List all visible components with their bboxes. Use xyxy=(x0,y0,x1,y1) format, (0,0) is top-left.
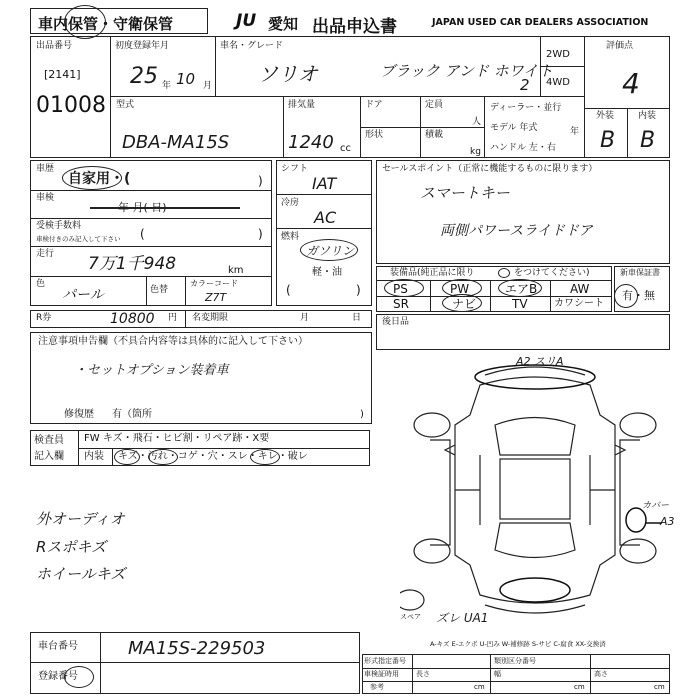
spare-wheel xyxy=(400,590,424,610)
equip-ps: PS xyxy=(393,282,408,296)
diagram-legend: A-キズ E-エクボ U-凹み W-補修跡 S-サビ C-腐食 XX-交換済 xyxy=(430,640,606,648)
cert-registration-label: 車検証時用 xyxy=(364,670,399,678)
ac-label: 冷房 xyxy=(281,198,300,208)
warranty-label: 新車保証書 xyxy=(620,268,660,277)
car-damage-diagram xyxy=(400,355,670,625)
equipment-label: 装備品(純正品に限り xyxy=(390,268,475,278)
interior-grade: B xyxy=(640,128,656,153)
registration-year-unit: 年 xyxy=(162,81,172,91)
inspector-label-2: 記入欄 xyxy=(34,451,64,462)
interior-label: 内装 xyxy=(638,111,657,121)
inspector-label-1: 検査員 xyxy=(34,435,64,446)
history-label: 車歴 xyxy=(36,164,55,174)
model-label: 車名・グレード xyxy=(220,41,284,51)
inspection-label: 車検 xyxy=(36,193,55,203)
equip-sr: SR xyxy=(393,297,409,311)
front-right-wheel xyxy=(620,413,656,437)
handle-label: ハンドル 左・右 xyxy=(490,143,556,153)
shift-label: シフト xyxy=(281,164,309,174)
cert-class-no-label: 類別区分番号 xyxy=(494,657,536,665)
model-grade: ブラック アンド ホワイト xyxy=(380,62,554,80)
registration-year: 25 xyxy=(130,64,158,89)
sales-point-1: スマートキー xyxy=(420,184,510,202)
color-value: パール xyxy=(62,287,104,303)
chassis-value: MA15S-229503 xyxy=(128,638,266,659)
capacity-label: 定員 xyxy=(425,100,444,110)
repair-label: 修復歴 xyxy=(64,409,94,420)
color-label: 色 xyxy=(36,279,46,289)
fuel-label: 燃料 xyxy=(281,232,300,242)
reg-number-label: 登録番号 xyxy=(38,671,78,682)
rear-left-wheel xyxy=(414,539,450,563)
diagram-right-note-2: A3 xyxy=(660,515,675,528)
recycle-value: 10800 xyxy=(110,311,155,327)
remarks-line-1: 外オーディオ xyxy=(36,510,125,528)
equip-ps-circle xyxy=(384,279,424,297)
type-value: DBA-MA15S xyxy=(122,132,230,153)
fuel-circle-mark xyxy=(300,239,358,261)
lot-code: [2141] xyxy=(44,68,81,81)
load-label: 積載 xyxy=(425,130,444,140)
cert-ref-label: 参考 xyxy=(370,683,384,691)
score-label: 評価点 xyxy=(606,41,634,51)
remarks-line-3: ホイールキズ xyxy=(36,565,126,583)
reg-number-circle xyxy=(64,666,94,688)
registration-month-unit: 月 xyxy=(203,81,213,91)
equip-airbag: エアB xyxy=(505,282,538,296)
receipt-close: ) xyxy=(258,227,263,241)
sales-point-label: セールスポイント（正常に機能するものに限ります） xyxy=(382,164,598,174)
english-title: JAPAN USED CAR DEALERS ASSOCIATION xyxy=(432,17,649,28)
mileage-unit: km xyxy=(228,265,244,276)
sales-point-block xyxy=(376,160,670,264)
form-title: 出品申込書 xyxy=(312,17,397,37)
dealer-label: ディーラー・並行 xyxy=(490,103,562,113)
inspector-row-1: FW キズ・飛石・ヒビ割・リペア跡・X要 xyxy=(84,433,270,444)
registration-label: 初度登録年月 xyxy=(115,41,170,51)
displacement-label: 排気量 xyxy=(288,100,316,110)
history-value: 自家用・( xyxy=(68,171,131,187)
model-name: ソリオ xyxy=(258,62,318,86)
sales-point-2: 両側パワースライドドア xyxy=(440,223,593,239)
model-year-label: モデル 年式 xyxy=(490,123,538,133)
inspector-circle-1 xyxy=(114,449,140,465)
shape-label: 形状 xyxy=(365,130,384,140)
chassis-label: 車台番号 xyxy=(38,641,78,652)
damage-mark-right xyxy=(626,508,646,532)
equip-aw: AW xyxy=(570,282,590,296)
stamp-circle-mark xyxy=(64,5,106,39)
diagram-spare-label: スペア xyxy=(400,613,421,621)
cert-height-unit: cm xyxy=(654,683,665,691)
receipt-note: 車検付きのみ記入して下さい xyxy=(36,235,121,243)
warranty-circle xyxy=(614,284,638,308)
remarks-line-2: Rスポキズ xyxy=(36,538,107,556)
equip-navi: ナビ xyxy=(452,297,477,311)
inspector-row-2: キズ・汚れ・コゲ・穴・スレ・キレ・破レ xyxy=(118,451,308,462)
diagram-right-note-1: カバー xyxy=(642,501,670,511)
model-year-unit: 年 xyxy=(570,127,580,137)
equip-navi-circle xyxy=(442,294,482,312)
receipt-open: ( xyxy=(140,227,145,241)
cert-height-label: 高さ xyxy=(594,670,608,678)
mileage-value: 7万1千948 xyxy=(88,254,177,274)
registration-month: 10 xyxy=(176,70,196,88)
repair-close: ) xyxy=(360,409,364,420)
front-left-wheel xyxy=(414,413,450,437)
color-code-value: Z7T xyxy=(205,291,227,304)
status-stamp-text: 車内保管・守衛保管 xyxy=(38,15,174,33)
notes-label: 注意事項申告欄（不具合内容等は具体的に記入して下さい） xyxy=(38,336,308,347)
inspector-circle-2 xyxy=(148,449,178,465)
door-label: ドア xyxy=(365,100,383,110)
displacement-value: 1240 xyxy=(288,132,334,153)
recycle-unit: 円 xyxy=(168,313,178,323)
lot-number: 01008 xyxy=(36,93,106,118)
fuel-paren-close: ) xyxy=(356,283,361,297)
history-close: ) xyxy=(258,174,263,188)
ju-logo: JU xyxy=(236,11,257,31)
lot-number-label: 出品番号 xyxy=(36,41,73,51)
inspector-row-2-label: 内装 xyxy=(84,451,104,462)
fuel-value: ガソリン xyxy=(306,244,355,258)
equip-airbag-circle xyxy=(498,279,542,297)
color-code-label: カラーコード xyxy=(190,279,238,288)
receipt-label: 受検手数料 xyxy=(36,221,82,231)
color-change-label: 色替 xyxy=(150,285,169,295)
fuel-option: 軽・油 xyxy=(312,267,342,278)
score-value: 4 xyxy=(622,67,640,100)
inspection-value: 年 月( 日) xyxy=(118,201,167,214)
ac-value: AC xyxy=(314,208,337,227)
exterior-label: 外装 xyxy=(596,111,615,121)
drive-4wd: 4WD xyxy=(546,77,570,88)
displacement-unit: cc xyxy=(340,143,351,154)
equipment-circle-legend xyxy=(498,268,510,278)
deadline-month: 月 xyxy=(300,313,310,323)
shift-value: IAT xyxy=(312,174,337,193)
repair-value: 有（箇所 xyxy=(112,409,152,420)
rear-items-label: 後日品 xyxy=(382,317,410,327)
deadline-label: 名変期限 xyxy=(192,313,229,323)
deadline-day: 日 xyxy=(352,313,362,323)
history-circle-mark xyxy=(62,166,122,190)
fuel-paren-open: ( xyxy=(286,283,291,297)
capacity-unit: 人 xyxy=(472,117,482,127)
type-label: 型式 xyxy=(116,100,135,110)
org-name: 愛知 xyxy=(268,15,299,33)
equip-pw: PW xyxy=(450,282,470,296)
notes-line-1: ・セットオプション装着車 xyxy=(74,363,229,378)
mileage-label: 走行 xyxy=(36,249,55,259)
rear-items-block xyxy=(376,314,670,350)
cert-model-no-label: 形式指定番号 xyxy=(364,657,406,665)
equip-leather-seat: カワシート xyxy=(554,298,604,309)
damage-mark-rear xyxy=(500,578,570,602)
warranty-value: 有・無 xyxy=(622,289,655,302)
model-grade-suffix: 2 xyxy=(520,76,530,94)
exterior-grade: B xyxy=(600,128,616,153)
diagram-top-note: A2 スリA xyxy=(516,355,564,368)
drive-2wd: 2WD xyxy=(546,49,570,60)
rear-right-wheel xyxy=(620,539,656,563)
cert-width-label: 幅 xyxy=(494,670,501,678)
cert-length-unit: cm xyxy=(474,683,485,691)
diagram-bottom-note: ズレ UA1 xyxy=(436,611,489,625)
load-unit: kg xyxy=(470,147,481,157)
inspector-circle-3 xyxy=(250,449,280,465)
equipment-label-2: をつけてください) xyxy=(514,268,590,278)
cert-width-unit: cm xyxy=(574,683,585,691)
equip-tv: TV xyxy=(512,297,528,311)
recycle-label: R券 xyxy=(36,313,52,323)
inspection-strike xyxy=(90,207,240,209)
cert-length-label: 長さ xyxy=(416,670,430,678)
